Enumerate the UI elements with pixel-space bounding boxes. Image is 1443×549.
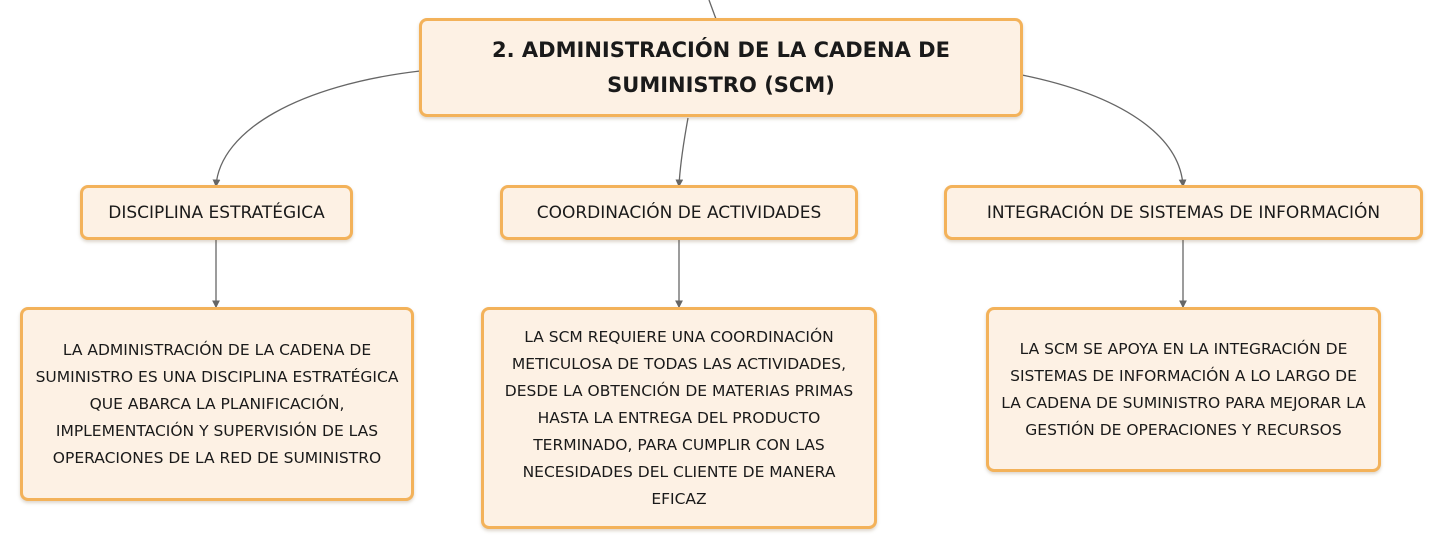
branch-node-coordinacion-actividades[interactable]	[500, 185, 858, 240]
connector-root-to-integracion	[1022, 75, 1183, 186]
root-topic-node[interactable]	[419, 18, 1023, 117]
detail-node-integracion-sistemas[interactable]	[986, 307, 1381, 472]
branch-node-disciplina-estrategica[interactable]	[80, 185, 353, 240]
branch-node-integracion-sistemas[interactable]	[944, 185, 1423, 240]
detail-text: LA ADMINISTRACIÓN DE LA CADENA DE SUMINISTRO ES UNA DISCIPLINA ESTRATÉGICA QUE ABARCA LA PLANIFICACIÓN, IMPLEMENTACIÓN Y SUPERVISIÓN DE LAS OPERACIONES DE LA RED DE SUMINISTRO	[35, 340, 399, 467]
root-topic-title: 2. ADMINISTRACIÓN DE LA CADENA DE SUMINISTRO (SCM)	[492, 37, 950, 97]
connector-root-to-coordinacion	[679, 118, 688, 186]
connector-root-to-disciplina	[216, 71, 420, 186]
detail-node-disciplina-estrategica[interactable]	[20, 307, 414, 501]
detail-node-coordinacion-actividades[interactable]	[481, 307, 877, 529]
detail-text: LA SCM SE APOYA EN LA INTEGRACIÓN DE SISTEMAS DE INFORMACIÓN A LO LARGO DE LA CADENA DE SUMINISTRO PARA MEJORAR LA GESTIÓN DE OPERACIONES Y RECURSOS	[1001, 339, 1366, 439]
detail-text: LA SCM REQUIERE UNA COORDINACIÓN METICULOSA DE TODAS LAS ACTIVIDADES, DESDE LA OBTENCIÓN DE MATERIAS PRIMAS HASTA LA ENTREGA DEL PRODUCTO TERMINADO, PARA CUMPLIR CON LAS NECESIDADES DEL CLIENTE DE MANERA EFICAZ	[504, 327, 854, 508]
branch-label: COORDINACIÓN DE ACTIVIDADES	[536, 202, 822, 223]
branch-label: DISCIPLINA ESTRATÉGICA	[108, 202, 325, 223]
incoming-connector	[709, 0, 716, 19]
branch-label: INTEGRACIÓN DE SISTEMAS DE INFORMACIÓN	[986, 202, 1381, 223]
